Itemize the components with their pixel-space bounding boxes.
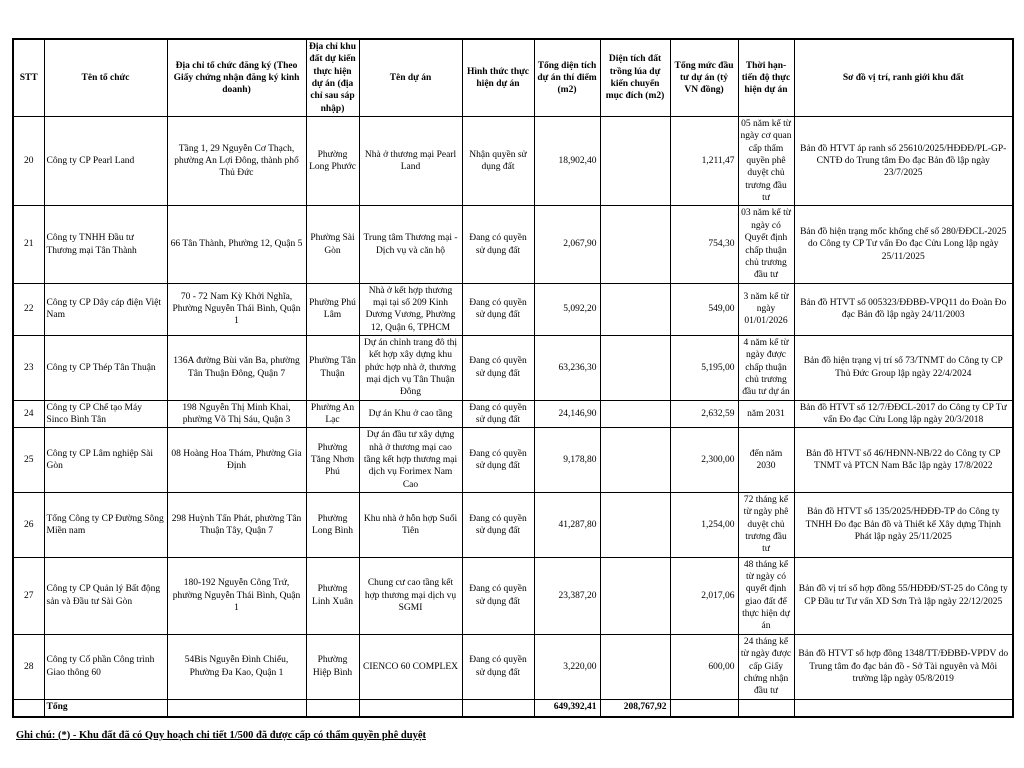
projects-table (12, 38, 1014, 718)
land-address-cell: Phường Linh Xuân (306, 557, 359, 634)
org-name-cell: Công ty CP Chế tạo Máy Sinco Bình Tân (44, 400, 167, 428)
rice-land-area-cell (600, 557, 670, 634)
investment-cell: 2,632,59 (670, 400, 738, 428)
footnote: Ghi chú: (*) - Khu đất đã có Quy hoạch chi tiết 1/500 đã được cấp có thẩm quyền phê duyệt (16, 729, 426, 741)
header-org-name: Tên tổ chức (44, 39, 167, 117)
row-number: 27 (13, 557, 44, 634)
site-map-cell: Bản đồ hiện trạng vị trí số 73/TNMT do Công ty CP Thủ Đức Group lập ngày 22/4/2024 (794, 335, 1013, 400)
site-map-cell: Bản đồ HTVT áp ranh số 25610/2025/HĐĐĐ/PL-GP-CNTĐ do Trung tâm Đo đạc Bản đồ lập ngày 23/7/2025 (794, 117, 1013, 206)
implementation-form-cell: Đang có quyền sử dụng đất (462, 206, 534, 283)
investment-cell: 1,254,00 (670, 493, 738, 558)
duration-cell: đến năm 2030 (738, 428, 794, 493)
rice-land-area-cell (600, 493, 670, 558)
land-address-cell: Phường Long Bình (306, 493, 359, 558)
total-empty-map (794, 699, 1013, 717)
total-area-cell: 63,236,30 (534, 335, 600, 400)
registered-address-cell: 66 Tân Thành, Phường 12, Quận 5 (167, 206, 306, 283)
row-number: 25 (13, 428, 44, 493)
org-name-cell: Công ty CP Thép Tân Thuận (44, 335, 167, 400)
registered-address-cell: 08 Hoàng Hoa Thám, Phường Gia Định (167, 428, 306, 493)
implementation-form-cell: Đang có quyền sử dụng đất (462, 335, 534, 400)
duration-cell: 03 năm kể từ ngày có Quyết định chấp thuận chủ trương đầu tư (738, 206, 794, 283)
total-empty-investment (670, 699, 738, 717)
registered-address-cell: 298 Huỳnh Tấn Phát, phường Tân Thuận Tây, Quận 7 (167, 493, 306, 558)
land-address-cell: Phường Tân Thuận (306, 335, 359, 400)
site-map-cell: Bản đồ HTVT số 005323/ĐĐBĐ-VPQ11 do Đoàn Đo đạc Bản đồ lập ngày 24/11/2003 (794, 283, 1013, 335)
header-project-name: Tên dự án (359, 39, 462, 117)
table-body (13, 117, 1013, 699)
total-empty-project (359, 699, 462, 717)
total-empty-duration (738, 699, 794, 717)
implementation-form-cell: Đang có quyền sử dụng đất (462, 557, 534, 634)
rice-land-area-cell (600, 283, 670, 335)
project-name-cell: Trung tâm Thương mại - Dịch vụ và căn hộ (359, 206, 462, 283)
table-row (13, 557, 1013, 634)
header-row (13, 39, 1013, 117)
investment-cell: 600,00 (670, 634, 738, 699)
org-name-cell: Công ty CP Pearl Land (44, 117, 167, 206)
row-number: 28 (13, 634, 44, 699)
investment-cell: 5,195,00 (670, 335, 738, 400)
project-name-cell: CIENCO 60 COMPLEX (359, 634, 462, 699)
header-total-investment: Tổng mức đầu tư dự án (tỷ VN đồng) (670, 39, 738, 117)
land-address-cell: Phường Hiệp Bình (306, 634, 359, 699)
investment-cell: 754,30 (670, 206, 738, 283)
duration-cell: năm 2031 (738, 400, 794, 428)
total-empty-reg-address (167, 699, 306, 717)
table-row (13, 283, 1013, 335)
total-empty-method (462, 699, 534, 717)
org-name-cell: Công ty CP Quản lý Bất động sản và Đầu tư Sài Gòn (44, 557, 167, 634)
investment-cell: 2,300,00 (670, 428, 738, 493)
duration-cell: 72 tháng kể từ ngày phê duyệt chủ trương đầu tư (738, 493, 794, 558)
rice-land-area-cell (600, 634, 670, 699)
total-area-cell: 5,092,20 (534, 283, 600, 335)
row-number: 22 (13, 283, 44, 335)
project-name-cell: Nhà ở kết hợp thương mại tại số 209 Kinh Dương Vương, Phường 12, Quận 6, TPHCM (359, 283, 462, 335)
duration-cell: 4 năm kể từ ngày được chấp thuận chủ trương đầu tư dự án (738, 335, 794, 400)
implementation-form-cell: Đang có quyền sử dụng đất (462, 493, 534, 558)
row-number: 20 (13, 117, 44, 206)
row-number: 21 (13, 206, 44, 283)
total-row (13, 699, 1013, 717)
org-name-cell: Công ty TNHH Đầu tư Thương mại Tân Thành (44, 206, 167, 283)
table-row (13, 400, 1013, 428)
total-rice-area-value: 208,767,92 (600, 699, 670, 717)
project-name-cell: Dự án chỉnh trang đô thị kết hợp xây dựng khu phức hợp nhà ở, thương mại dịch vụ Tân Thuận Đông (359, 335, 462, 400)
org-name-cell: Công ty CP Dây cáp điện Việt Nam (44, 283, 167, 335)
org-name-cell: Tổng Công ty CP Đường Sông Miền nam (44, 493, 167, 558)
implementation-form-cell: Đang có quyền sử dụng đất (462, 428, 534, 493)
header-site-map: Sơ đồ vị trí, ranh giới khu đất (794, 39, 1013, 117)
header-registered-address: Địa chỉ tổ chức đăng ký (Theo Giấy chứng nhận đăng ký kinh doanh) (167, 39, 306, 117)
total-label: Tổng (44, 699, 167, 717)
land-address-cell: Phường Sài Gòn (306, 206, 359, 283)
table-row (13, 335, 1013, 400)
header-rice-land-area: Diện tích đất trồng lúa dự kiến chuyển mục đích (m2) (600, 39, 670, 117)
site-map-cell: Bản đồ vị trí số hợp đồng 55/HĐĐĐ/ST-25 do Công ty CP Đầu tư Tư vấn XD Sơn Trà lập ngày 22/12/2025 (794, 557, 1013, 634)
duration-cell: 48 tháng kể từ ngày có quyết định giao đất để thực hiện dự án (738, 557, 794, 634)
site-map-cell: Bản đồ HTVT số 12/7/ĐĐCL-2017 do Công ty CP Tư vấn Đo đạc Cửu Long lập ngày 20/3/2018 (794, 400, 1013, 428)
land-address-cell: Phường Long Phước (306, 117, 359, 206)
duration-cell: 24 tháng kể từ ngày được cấp Giấy chứng nhận đầu tư (738, 634, 794, 699)
registered-address-cell: Tầng 1, 29 Nguyễn Cơ Thạch, phường An Lợi Đông, thành phố Thủ Đức (167, 117, 306, 206)
table-row (13, 428, 1013, 493)
header-implementation-form: Hình thức thực hiện dự án (462, 39, 534, 117)
site-map-cell: Bản đồ HTVT số 46/HĐNN-NB/22 do Công ty CP TNMT và PTCN Nam Bắc lập ngày 17/8/2022 (794, 428, 1013, 493)
rice-land-area-cell (600, 400, 670, 428)
registered-address-cell: 198 Nguyễn Thị Minh Khai, phường Võ Thị Sáu, Quận 3 (167, 400, 306, 428)
site-map-cell: Bản đồ HTVT số 135/2025/HĐĐĐ-TP do Công ty TNHH Đo đạc Bản đồ và Thiết kế Xây dựng Thịnh Phát lập ngày 25/11/2025 (794, 493, 1013, 558)
registered-address-cell: 180-192 Nguyễn Công Trứ, phường Nguyễn Thái Bình, Quận 1 (167, 557, 306, 634)
table-row (13, 493, 1013, 558)
land-address-cell: Phường An Lạc (306, 400, 359, 428)
implementation-form-cell: Nhận quyền sử dụng đất (462, 117, 534, 206)
registered-address-cell: 136A đường Bùi văn Ba, phường Tân Thuận Đông, Quận 7 (167, 335, 306, 400)
rice-land-area-cell (600, 335, 670, 400)
implementation-form-cell: Đang có quyền sử dụng đất (462, 283, 534, 335)
header-land-address: Địa chỉ khu đất dự kiến thực hiện dự án (địa chỉ sau sáp nhập) (306, 39, 359, 117)
registered-address-cell: 70 - 72 Nam Kỳ Khởi Nghĩa, Phường Nguyễn Thái Bình, Quận 1 (167, 283, 306, 335)
project-name-cell: Dự án Khu ở cao tầng (359, 400, 462, 428)
duration-cell: 3 năm kể từ ngày 01/01/2026 (738, 283, 794, 335)
total-area-cell: 9,178,80 (534, 428, 600, 493)
duration-cell: 05 năm kể từ ngày cơ quan cấp thẩm quyền phê duyệt chủ trương đầu tư (738, 117, 794, 206)
header-duration: Thời hạn-tiến độ thực hiện dự án (738, 39, 794, 117)
total-area-cell: 18,902,40 (534, 117, 600, 206)
rice-land-area-cell (600, 428, 670, 493)
project-name-cell: Nhà ở thương mại Pearl Land (359, 117, 462, 206)
project-name-cell: Dự án đầu tư xây dựng nhà ở thương mại cao tầng kết hợp thương mại dịch vụ Forimex Nam Cao (359, 428, 462, 493)
total-area-value: 649,392,41 (534, 699, 600, 717)
total-area-cell: 41,287,80 (534, 493, 600, 558)
project-name-cell: Chung cư cao tầng kết hợp thương mại dịch vụ SGMI (359, 557, 462, 634)
total-empty-stt (13, 699, 44, 717)
land-address-cell: Phường Tăng Nhơn Phú (306, 428, 359, 493)
investment-cell: 549,00 (670, 283, 738, 335)
total-area-cell: 23,387,20 (534, 557, 600, 634)
total-area-cell: 3,220,00 (534, 634, 600, 699)
row-number: 23 (13, 335, 44, 400)
total-empty-land-address (306, 699, 359, 717)
rice-land-area-cell (600, 206, 670, 283)
org-name-cell: Công ty CP Lâm nghiệp Sài Gòn (44, 428, 167, 493)
site-map-cell: Bản đồ HTVT số hợp đồng 1348/TT/ĐĐBĐ-VPDV do Trung tâm đo đạc bản đồ - Sở Tài nguyên và Môi trường lập ngày 05/8/2019 (794, 634, 1013, 699)
org-name-cell: Công ty Cổ phần Công trình Giao thông 60 (44, 634, 167, 699)
implementation-form-cell: Đang có quyền sử dụng đất (462, 634, 534, 699)
total-area-cell: 2,067,90 (534, 206, 600, 283)
table-row (13, 634, 1013, 699)
row-number: 24 (13, 400, 44, 428)
total-area-cell: 24,146,90 (534, 400, 600, 428)
rice-land-area-cell (600, 117, 670, 206)
row-number: 26 (13, 493, 44, 558)
table-row (13, 117, 1013, 206)
table-header (13, 39, 1013, 117)
header-stt: STT (13, 39, 44, 117)
total-section (13, 699, 1013, 717)
header-total-area: Tổng diện tích dự án thí điểm (m2) (534, 39, 600, 117)
investment-cell: 2,017,06 (670, 557, 738, 634)
site-map-cell: Bản đồ hiện trạng mốc khống chế số 280/ĐĐCL-2025 do Công ty CP Tư vấn Đo đạc Cửu Long lập ngày 25/11/2025 (794, 206, 1013, 283)
project-name-cell: Khu nhà ở hỗn hợp Suối Tiên (359, 493, 462, 558)
investment-cell: 1,211,47 (670, 117, 738, 206)
land-address-cell: Phường Phú Lâm (306, 283, 359, 335)
implementation-form-cell: Đang có quyền sử dụng đất (462, 400, 534, 428)
table-row (13, 206, 1013, 283)
registered-address-cell: 54Bis Nguyễn Đình Chiểu, Phường Đa Kao, Quận 1 (167, 634, 306, 699)
